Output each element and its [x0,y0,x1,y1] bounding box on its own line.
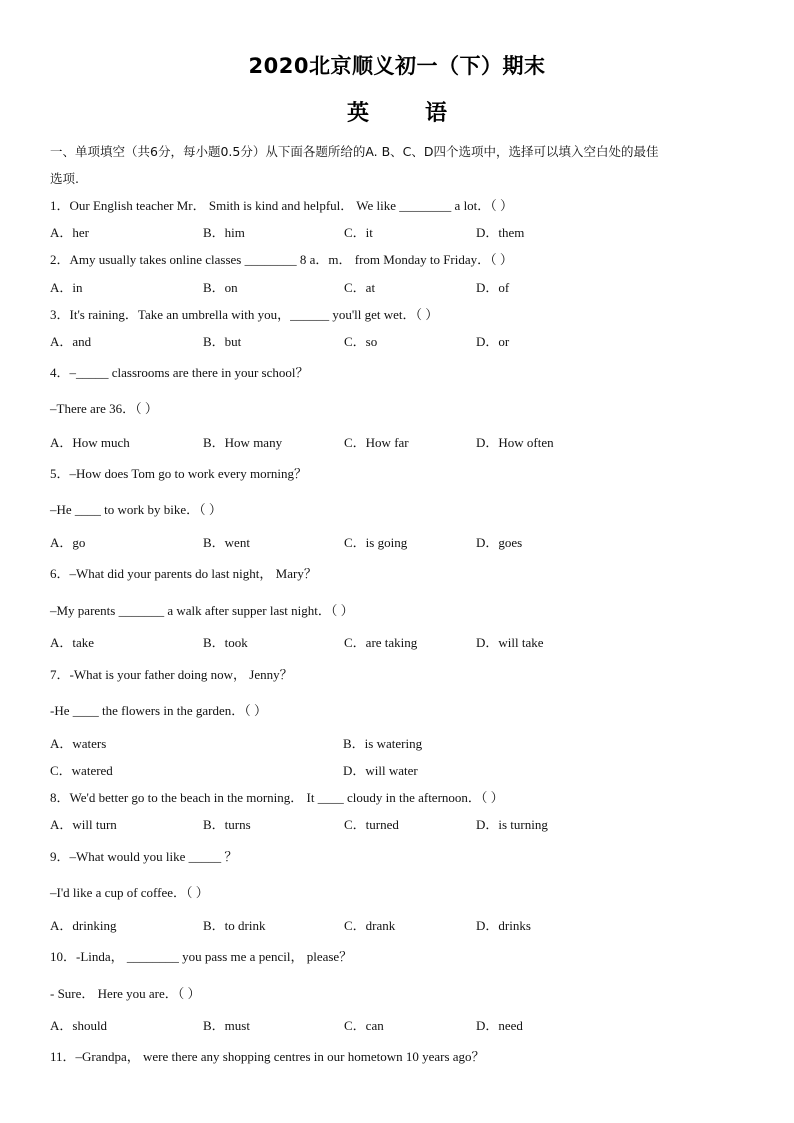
question-3-stem: 3．It's raining．Take an umbrella with you，______ you'll get wet．（ ） [50,307,439,322]
question-5-option-a[interactable]: A．go [50,535,86,550]
question-7-option-b[interactable]: B．is watering [343,736,423,751]
section-instruction-line-1: 一、单项填空（共6分，每小题0.5分）从下面各题所给的A. B、C、D四个选项中，选择可以填入空白处的最佳 [50,144,659,159]
question-7-stem: 7．-What is your father doing now， Jenny？ [50,667,293,682]
question-10-option-d[interactable]: D．need [476,1018,523,1033]
question-7-option-c[interactable]: C．watered [50,763,113,778]
question-9-response: –I'd like a cup of coffee．（ ） [50,885,209,900]
question-2-option-b[interactable]: B．on [203,280,238,295]
question-1-stem: 1．Our English teacher Mr． Smith is kind and helpful． We like ________ a lot．（ ） [50,198,514,213]
question-2-option-d[interactable]: D．of [476,280,510,295]
subject-char-2: 语 [425,101,448,126]
question-10-option-b[interactable]: B．must [203,1018,250,1033]
question-3-option-c[interactable]: C．so [344,334,378,349]
question-4-option-c[interactable]: C．How far [344,435,409,450]
question-4-option-d[interactable]: D．How often [476,435,554,450]
question-10-option-c[interactable]: C．can [344,1018,384,1033]
question-2-option-c[interactable]: C．at [344,280,376,295]
question-6-option-d[interactable]: D．will take [476,635,544,650]
question-8-stem: 8．We'd better go to the beach in the morning． It ____ cloudy in the afternoon．（ ） [50,790,504,805]
question-9-option-d[interactable]: D．drinks [476,918,531,933]
question-5-option-b[interactable]: B．went [203,535,250,550]
question-8-option-a[interactable]: A．will turn [50,817,117,832]
question-4-stem: 4．–_____ classrooms are there in your school？ [50,365,309,380]
subject-char-1: 英 [346,101,369,126]
question-6-stem: 6．–What did your parents do last night， Mary？ [50,566,317,581]
question-1-option-d[interactable]: D．them [476,225,525,240]
question-2-option-a[interactable]: A．in [50,280,83,295]
exam-title: 2020北京顺义初一（下）期末 [248,54,546,78]
question-5-option-c[interactable]: C．is going [344,535,408,550]
question-1-option-c[interactable]: C．it [344,225,373,240]
question-3-option-b[interactable]: B．but [203,334,242,349]
question-6-option-b[interactable]: B．took [203,635,248,650]
question-5-stem: 5．–How does Tom go to work every morning？ [50,466,308,481]
subject-heading [0,96,794,127]
question-2-stem: 2．Amy usually takes online classes ________ 8 a．m． from Monday to Friday．（ ） [50,252,513,267]
question-9-option-a[interactable]: A．drinking [50,918,117,933]
question-8-option-d[interactable]: D．is turning [476,817,548,832]
question-6-response: –My parents _______ a walk after supper last night．（ ） [50,603,354,618]
question-9-option-b[interactable]: B．to drink [203,918,266,933]
question-10-response: - Sure． Here you are．（ ） [50,986,201,1001]
question-10-option-a[interactable]: A．should [50,1018,108,1033]
question-3-option-d[interactable]: D．or [476,334,510,349]
section-instruction-line-2: 选项. [50,171,79,186]
question-5-option-d[interactable]: D．goes [476,535,523,550]
question-11-stem: 11．–Grandpa， were there any shopping centres in our hometown 10 years ago？ [50,1049,485,1064]
question-9-stem: 9．–What would you like _____ ？ [50,849,238,864]
question-7-option-d[interactable]: D．will water [343,763,418,778]
question-10-stem: 10．-Linda， ________ you pass me a pencil， please？ [50,949,353,964]
question-4-option-a[interactable]: A．How much [50,435,130,450]
question-8-option-c[interactable]: C．turned [344,817,399,832]
question-5-response: –He ____ to work by bike．（ ） [50,502,222,517]
question-7-response: -He ____ the flowers in the garden．（ ） [50,703,267,718]
question-1-option-b[interactable]: B．him [203,225,245,240]
question-9-option-c[interactable]: C．drank [344,918,396,933]
question-7-option-a[interactable]: A．waters [50,736,107,751]
question-8-option-b[interactable]: B．turns [203,817,251,832]
question-4-option-b[interactable]: B．How many [203,435,283,450]
question-1-option-a[interactable]: A．her [50,225,89,240]
question-6-option-a[interactable]: A．take [50,635,95,650]
question-3-option-a[interactable]: A．and [50,334,92,349]
question-6-option-c[interactable]: C．are taking [344,635,418,650]
question-4-response: –There are 36．（ ） [50,401,158,416]
